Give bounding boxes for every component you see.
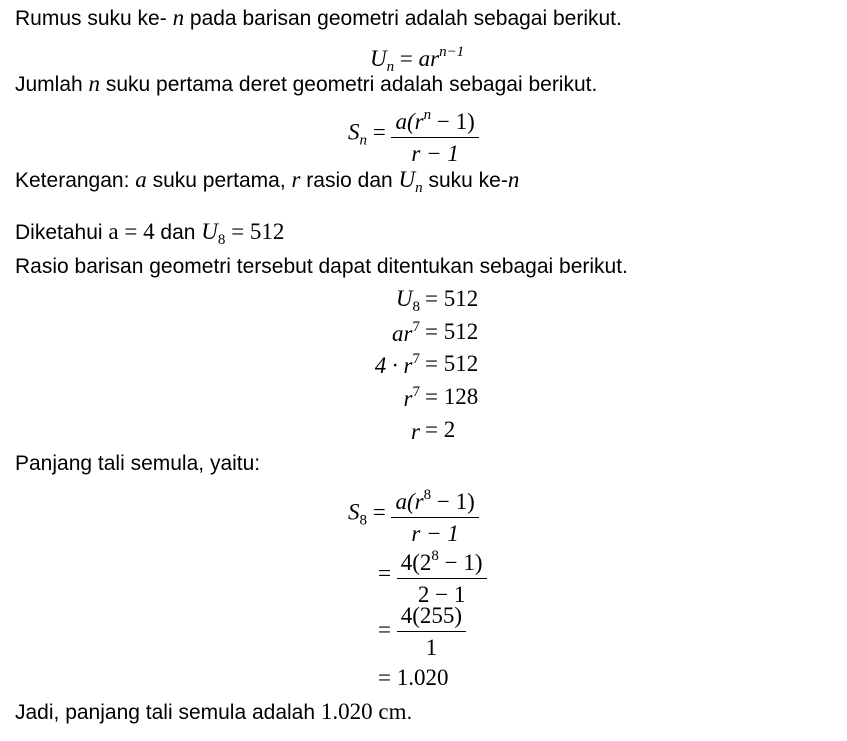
numerator	[391, 102, 478, 138]
text: pada barisan geometri adalah sebagai berikut.	[184, 7, 622, 30]
ratio-row-lhs	[375, 351, 420, 379]
num-post: − 1)	[438, 550, 483, 575]
text: Diketahui	[15, 221, 109, 244]
lhs: r	[403, 386, 413, 411]
text: Jadi, panjang tali semula adalah	[15, 701, 321, 724]
sup: 7	[412, 384, 420, 400]
intro-formula-text	[15, 6, 622, 31]
var-n: n	[172, 5, 185, 30]
text: rasio dan	[300, 169, 399, 192]
var-n: n	[507, 167, 520, 192]
lhs: 4 · r	[374, 353, 413, 378]
var-a: a	[135, 167, 147, 192]
denominator: r − 1	[411, 521, 459, 546]
var-u: U	[201, 219, 218, 244]
text: suku pertama deret geometri adalah sebagai berikut.	[100, 73, 598, 96]
s8-step3	[378, 603, 466, 660]
lhs: ar	[392, 321, 413, 346]
ratio-row-lhs	[411, 417, 420, 445]
sup: 7	[412, 319, 420, 335]
num-part: a(r	[395, 109, 424, 134]
sub: 8	[412, 299, 420, 315]
ratio-row-rhs: = 512	[425, 351, 479, 376]
s8-symbol: S	[348, 499, 360, 525]
text: dan	[154, 221, 202, 244]
var-u: U	[398, 167, 416, 192]
equals: =	[372, 119, 386, 145]
denominator: 2 − 1	[417, 582, 466, 607]
text: Keterangan:	[15, 169, 136, 192]
num-exp: 8	[431, 548, 439, 564]
sup: 7	[412, 351, 420, 367]
num-post: − 1)	[431, 109, 475, 134]
cond-a: a = 4	[108, 219, 155, 244]
num: 4(2	[400, 550, 432, 575]
fraction	[397, 603, 466, 660]
sum-formula-text	[15, 72, 597, 97]
denominator: 1	[425, 635, 438, 660]
lhs: r	[411, 419, 420, 444]
answer-value: 1.020 cm	[320, 699, 407, 724]
equals: =	[372, 499, 386, 525]
fraction	[397, 543, 487, 607]
ar: ar	[418, 46, 440, 71]
numerator	[397, 543, 487, 579]
sn-subscript: n	[359, 132, 367, 149]
numerator	[391, 482, 478, 518]
text: Jumlah	[15, 73, 89, 96]
equals: =	[378, 616, 391, 642]
numerator: 4(255)	[397, 603, 466, 632]
un-subscript: n	[386, 59, 395, 75]
legend-text	[15, 168, 519, 200]
text: suku pertama,	[146, 169, 292, 192]
ratio-row-lhs	[404, 384, 420, 412]
u-subscript: 8	[217, 232, 226, 248]
ratio-row-rhs: = 512	[425, 319, 479, 344]
u-subscript: n	[415, 180, 423, 196]
sn-symbol: S	[348, 119, 360, 145]
s8-step1	[348, 482, 479, 546]
var-n: n	[88, 71, 101, 96]
num-exp: n	[423, 107, 432, 123]
ratio-row-rhs: = 128	[425, 384, 479, 409]
ratio-intro-text: Rasio barisan geometri tersebut dapat ditentukan sebagai berikut.	[15, 255, 628, 278]
text: Rumus suku ke-	[15, 7, 173, 30]
formula-sn	[348, 102, 479, 166]
ratio-row-lhs	[392, 319, 420, 347]
denominator: r − 1	[411, 141, 459, 166]
s8-subscript: 8	[359, 512, 367, 529]
cond-u8: = 512	[225, 219, 285, 244]
equals: =	[378, 560, 391, 586]
ratio-row-rhs: = 2	[425, 417, 456, 442]
s8-result: = 1.020	[378, 665, 449, 690]
num-exp: 8	[423, 487, 432, 503]
given-text	[15, 220, 284, 252]
s8-step2	[378, 543, 487, 607]
lhs: U	[395, 286, 413, 311]
sn-fraction	[391, 102, 478, 166]
ratio-row-rhs: = 512	[425, 286, 479, 311]
num: a(r	[395, 489, 424, 514]
un-symbol: U	[370, 46, 387, 71]
conclusion-text	[15, 700, 412, 725]
equals: =	[399, 46, 413, 71]
num-post: − 1)	[431, 489, 475, 514]
ratio-row-lhs	[396, 286, 420, 316]
text: suku ke-	[422, 169, 508, 192]
text: .	[406, 701, 413, 724]
rope-intro-text: Panjang tali semula, yaitu:	[15, 452, 261, 475]
var-r: r	[291, 167, 301, 192]
exponent: n−1	[439, 44, 465, 60]
fraction	[391, 482, 478, 546]
